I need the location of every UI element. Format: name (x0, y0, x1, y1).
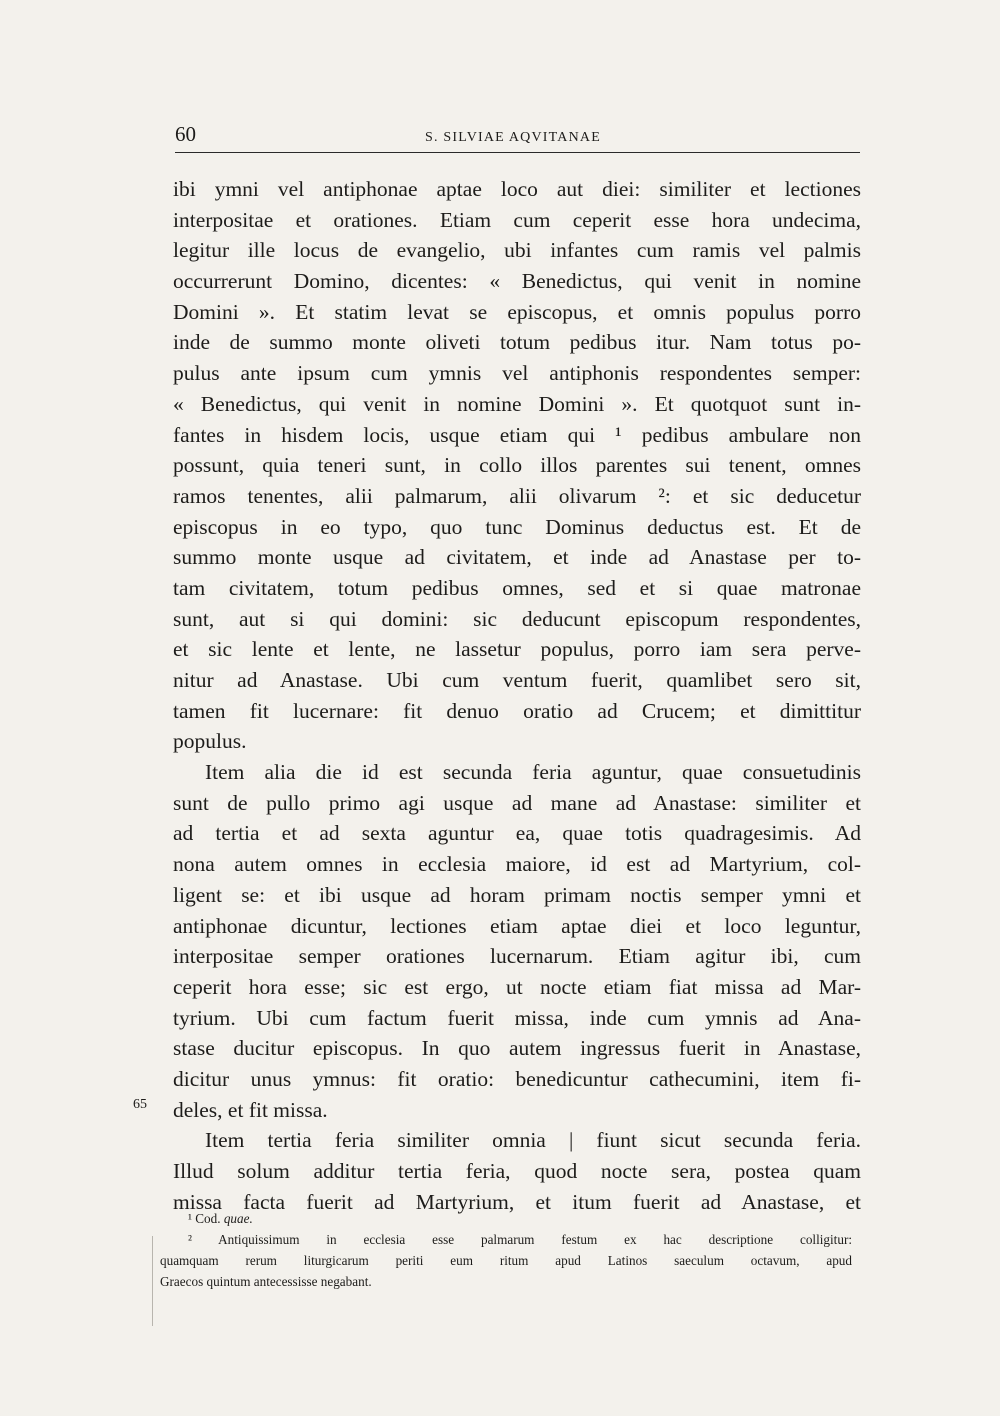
page-header (175, 122, 860, 152)
text-line: et sic lente et lente, ne lassetur populus, porro iam sera perve- (173, 637, 861, 662)
text-line: sunt de pullo primo agi usque ad mane ad Anastase: similiter et (173, 790, 861, 815)
footnote-1 (160, 1208, 852, 1229)
text-line: interpositae et orationes. Etiam cum ceperit esse hora undecima, (173, 207, 861, 232)
margin-mark (152, 1236, 153, 1326)
footnote-2-line: Graecos quintum antecessisse negabant. (160, 1274, 372, 1289)
text-line: Item alia die id est secunda feria aguntur, quae consuetudinis (205, 760, 861, 785)
text-line: nitur ad Anastase. Ubi cum ventum fuerit, quamlibet sero sit, (173, 668, 861, 692)
text-line: ceperit hora esse; sic est ergo, ut nocte etiam fiat missa ad Mar- (173, 974, 861, 999)
footnote-2-line: quamquam rerum liturgicarum periti eum ritum apud Latinos saeculum octavum, apud (160, 1253, 852, 1268)
text-line: tyrium. Ubi cum factum fuerit missa, inde cum ymnis ad Ana- (173, 1005, 861, 1030)
text-line: missa facta fuerit ad Martyrium, et itum fuerit ad Anastase, et (173, 1189, 861, 1214)
text-line: ramos tenentes, alii palmarum, alii olivarum ²: et sic deducetur (173, 483, 861, 508)
text-line: legitur ille locus de evangelio, ubi infantes cum ramis vel palmis (173, 238, 861, 263)
text-line: inde de summo monte oliveti totum pedibus itur. Nam totus po- (173, 330, 861, 355)
text-line: occurrerunt Domino, dicentes: « Benedictus, qui venit in nomine (173, 269, 861, 294)
header-rule (175, 152, 860, 153)
text-line: Illud solum additur tertia feria, quod nocte sera, postea quam (173, 1159, 861, 1183)
footnote-1-text: quae. (223, 1211, 253, 1226)
text-line: nona autem omnes in ecclesia maiore, id est ad Martyrium, col- (173, 852, 861, 877)
text-line: Domini ». Et statim levat se episcopus, et omnis populus porro (173, 299, 861, 324)
text-line: possunt, quia teneri sunt, in collo illos parentes sui tenent, omnes (173, 453, 861, 478)
text-line: « Benedictus, qui venit in nomine Domini ». Et quotquot sunt in- (173, 391, 861, 416)
text-line: ad tertia et ad sexta aguntur ea, quae totis quadragesimis. Ad (173, 821, 861, 846)
text-line: summo monte usque ad civitatem, et inde ad Anastase per to- (173, 545, 861, 570)
text-line: tamen fit lucernare: fit denuo oratio ad Crucem; et dimittitur (173, 698, 861, 723)
body-text (173, 174, 861, 1217)
text-line: sunt, aut si qui domini: sic deducunt episcopum respondentes, (173, 606, 861, 631)
text-line: ibi ymni vel antiphonae aptae loco aut diei: similiter et lectiones (173, 177, 861, 201)
running-title: S. SILVIAE AQVITANAE (425, 130, 601, 145)
margin-line-number: 65 (133, 1097, 147, 1112)
text-line: stase ducitur episcopus. In quo autem ingressus fuerit in Anastase, (173, 1036, 861, 1061)
text-line: interpositae semper orationes lucernarum. Etiam agitur ibi, cum (173, 944, 861, 969)
text-line: populus. (173, 729, 247, 754)
text-line: Item tertia feria similiter omnia | fiunt sicut secunda feria. (205, 1128, 861, 1153)
text-line: antiphonae dicuntur, lectiones etiam aptae diei et loco leguntur, (173, 913, 861, 938)
page-number: 60 (175, 122, 196, 146)
footnote-1-marker: ¹ Cod. (188, 1211, 221, 1226)
text-line: pulus ante ipsum cum ymnis vel antiphonis respondentes semper: (173, 361, 861, 386)
footnote-2-line: ² Antiquissimum in ecclesia esse palmarum festum ex hac descriptione colligitur: (188, 1232, 852, 1247)
text-line: episcopus in eo typo, quo tunc Dominus deductus est. Et de (173, 514, 861, 539)
text-line: fantes in hisdem locis, usque etiam qui ¹ pedibus ambulare non (173, 422, 861, 447)
footnotes (160, 1208, 852, 1292)
text-line: ligent se: et ibi usque ad horam primam noctis semper ymni et (173, 882, 861, 907)
text-line: dicitur unus ymnus: fit oratio: benedicuntur cathecumini, item fi- (173, 1066, 861, 1091)
text-line: tam civitatem, totum pedibus omnes, sed et si quae matronae (173, 575, 861, 600)
text-line: deles, et fit missa. (173, 1097, 328, 1122)
